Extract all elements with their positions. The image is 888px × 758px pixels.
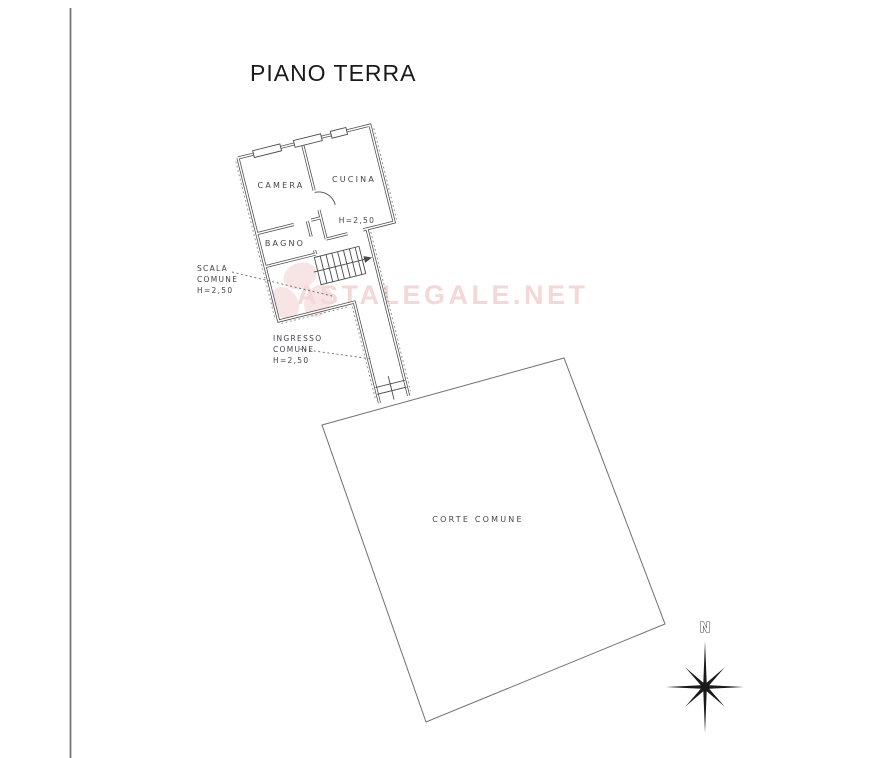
compass-rose-icon	[666, 621, 744, 733]
scala-line3: H=2,50	[197, 286, 234, 295]
cucina-height-note: H=2,50	[338, 216, 376, 225]
room-label-corte-comune: CORTE COMUNE	[432, 515, 524, 524]
stair-direction-arrow	[363, 254, 372, 263]
courtyard-outline	[322, 358, 665, 722]
ingresso-line3: H=2,50	[273, 356, 310, 365]
window-symbols	[253, 128, 348, 158]
ingresso-annotation	[273, 334, 322, 365]
compass-north-label: N	[699, 621, 711, 636]
ingresso-line1: INGRESSO	[273, 334, 323, 343]
watermark	[265, 258, 589, 325]
room-label-cucina: CUCINA	[331, 175, 377, 184]
scala-annotation	[197, 264, 238, 295]
scala-line1: SCALA	[197, 264, 229, 273]
watermark-text: ASTALEGALE.NET	[297, 280, 589, 310]
room-label-bagno: BAGNO	[264, 239, 306, 248]
building-plan	[234, 121, 438, 423]
page-title: PIANO TERRA	[250, 60, 417, 86]
door-swing-arc	[315, 188, 336, 209]
room-label-camera: CAMERA	[257, 181, 305, 190]
scala-line2: COMUNE	[197, 275, 239, 284]
ingresso-line2: COMUNE	[273, 345, 315, 354]
